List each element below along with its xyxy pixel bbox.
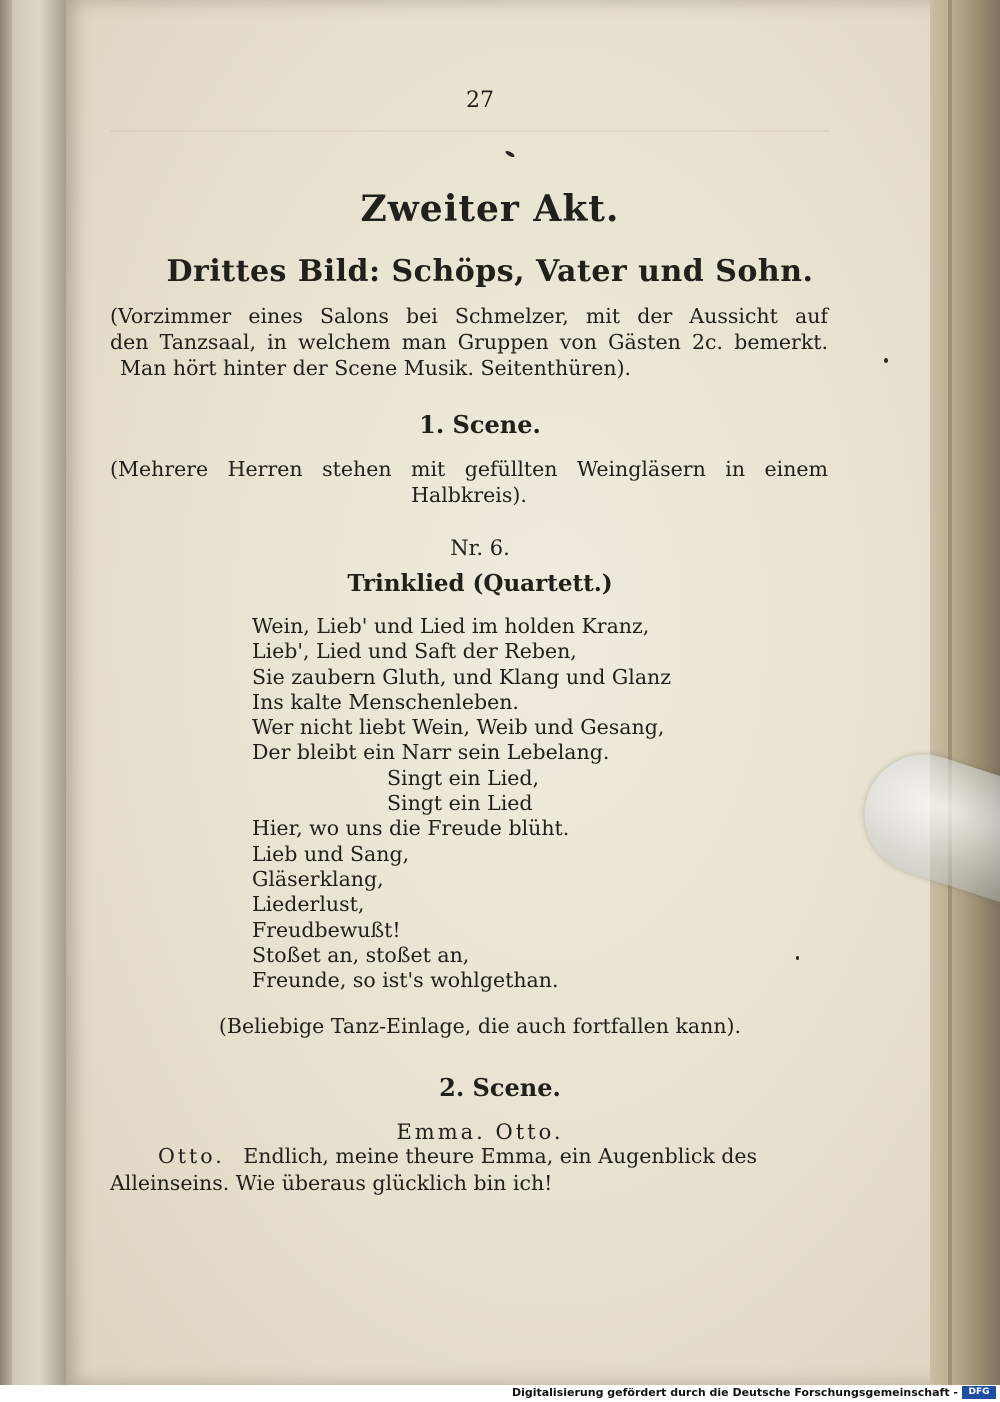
stage-description [110,303,828,381]
scene1-description [110,456,828,508]
stage-description-line: Man hört hinter der Scene Musik. Seitenthüren). [120,356,632,380]
stage-description-line: den Tanzsaal, in welchem man Gruppen von Gästen 2c. bemerkt. [110,330,828,354]
dialog-speaker: Otto. [158,1144,225,1168]
verse-line: Der bleibt ein Narr sein Lebelang. [252,740,610,765]
song-title: Trinklied (Quartett.) [347,570,613,597]
verse-line: Lieb und Sang, [252,841,410,866]
verse-line: Gläserklang, [252,866,384,891]
verse-line: Wer nicht liebt Wein, Weib und Gesang, [252,715,665,740]
verse-line: Freudbewußt! [252,917,401,942]
verse-line: Wein, Lieb' und Lied im holden Kranz, [252,614,650,638]
scene1-description-line: (Mehrere Herren stehen mit gefüllten Weingläsern in einem [110,457,828,481]
page-block-edge [930,0,1000,1385]
act-title: Zweiter Akt. [360,188,620,230]
stage-description-line: (Vorzimmer eines Salons bei Schmelzer, mit der Aussicht auf [110,304,828,328]
footer-bar [0,1385,1000,1402]
verse-line: Liederlust, [252,892,365,917]
song-verse [252,614,712,993]
footer-credit: Digitalisierung gefördert durch die Deutsche Forschungsgemeinschaft - [511,1386,958,1399]
verse-line: Lieb', Lied und Saft der Reben, [252,639,577,664]
show-through-texture [110,130,830,132]
scene1-title: 1. Scene. [419,410,541,439]
dialog-line [110,1143,828,1170]
dialog-text: Alleinseins. Wie überaus glücklich bin ich! [110,1171,553,1195]
scene2-dialog [110,1143,828,1197]
verse-line: Singt ein Lied, [387,765,540,790]
verse-line: Stoßet an, stoßet an, [252,942,470,967]
scene1-description-line: Halbkreis). [411,483,527,507]
page-edge-stripe [948,0,952,1385]
verse-line: Sie zaubern Gluth, und Klang und Glanz [252,664,672,689]
dfg-logo: DFG [962,1386,996,1399]
scene2-title: 2. Scene. [439,1073,561,1102]
verse-line: Ins kalte Menschenleben. [252,689,519,714]
ink-speck [884,358,888,363]
dialog-text: Endlich, meine theure Emma, ein Augenblick des [243,1144,758,1168]
ink-speck [796,956,799,960]
verse-line: Hier, wo uns die Freude blüht. [252,816,570,841]
dance-note: (Beliebige Tanz-Einlage, die auch fortfallen kann). [218,1014,742,1038]
scene-heading: Drittes Bild: Schöps, Vater und Sohn. [166,254,814,289]
song-number: Nr. 6. [450,536,510,560]
left-page-edge [0,0,12,1385]
verse-line: Singt ein Lied [387,791,533,816]
dialog-line [110,1170,828,1197]
page-number: 27 [466,88,494,113]
verse-line: Freunde, so ist's wohlgethan. [252,968,559,993]
scene2-persons: Emma. Otto. [396,1120,564,1144]
